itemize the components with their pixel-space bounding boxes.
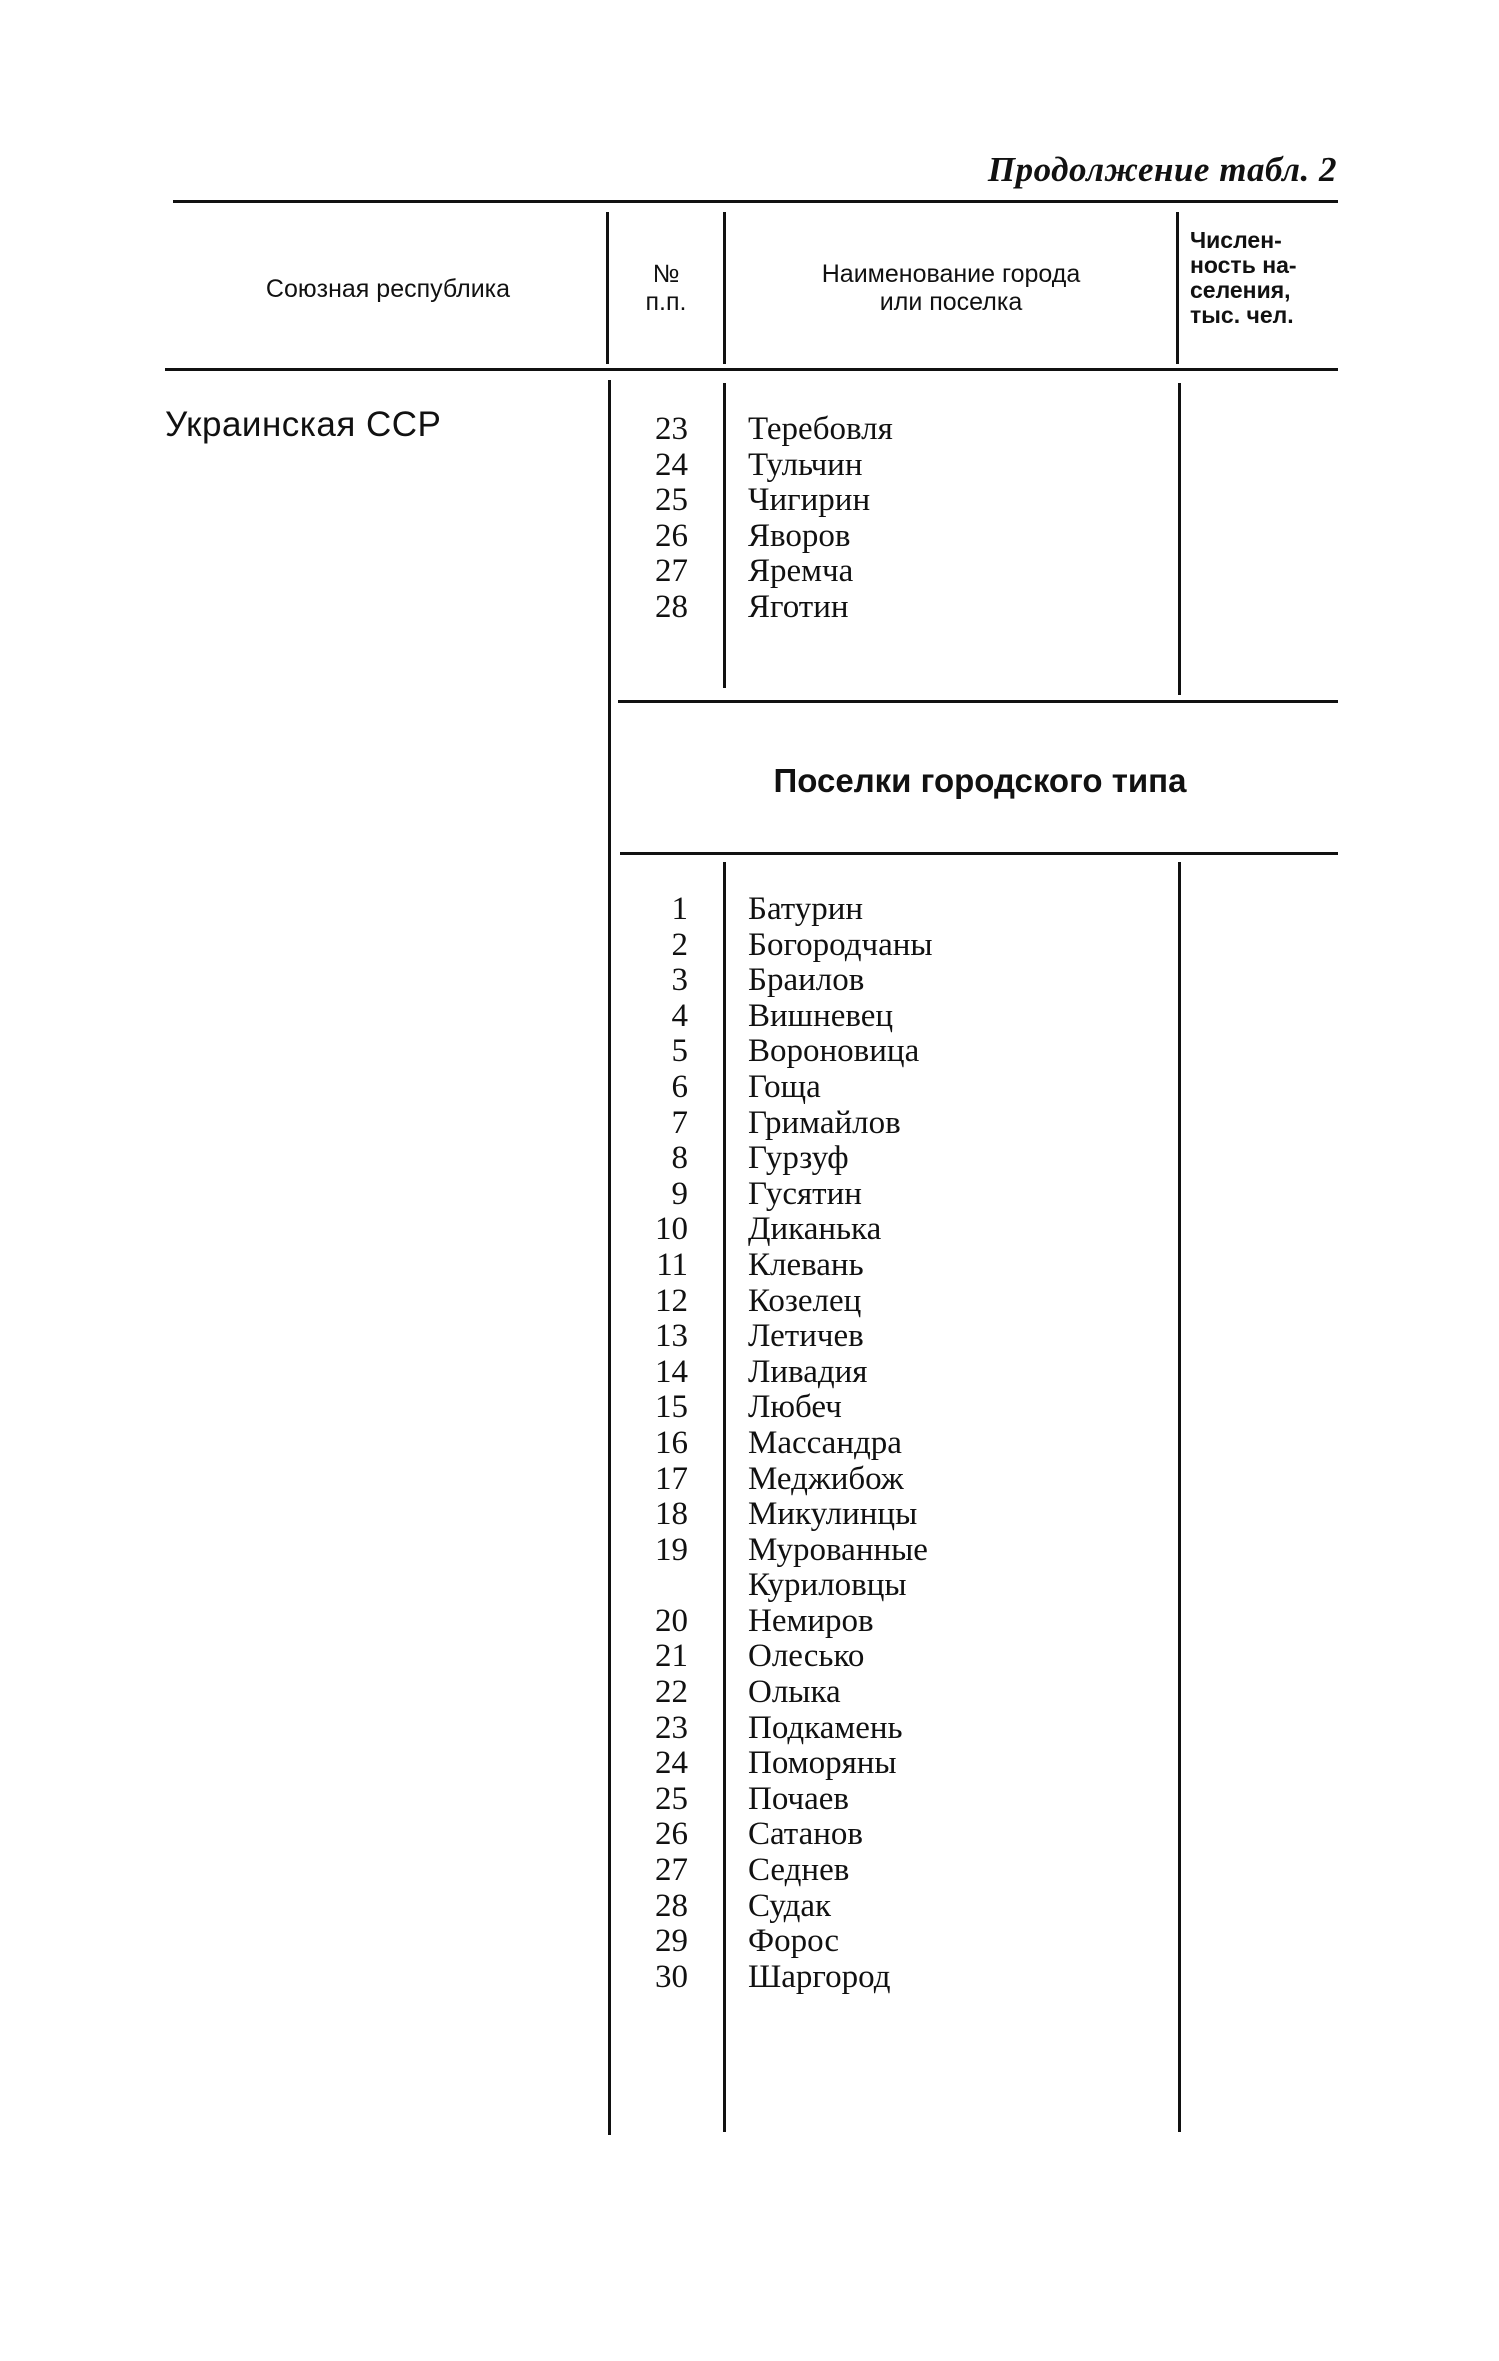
table-row-name: Мурованные	[748, 1531, 928, 1568]
table-row-number: 27	[655, 1852, 688, 1889]
table-row-name: Немиров	[748, 1602, 874, 1639]
republic-name: Украинская ССР	[165, 405, 442, 444]
table-row-name: Любеч	[748, 1389, 842, 1426]
table-row-name: Массандра	[748, 1424, 902, 1461]
table-row-number: 29	[655, 1923, 688, 1960]
table-row-number: 26	[655, 1816, 688, 1853]
table-row-number: 4	[671, 997, 688, 1034]
cities-list	[598, 412, 688, 626]
header-population: Числен- ность на- селения, тыс. чел.	[1190, 227, 1297, 328]
table-row-number: 14	[655, 1353, 688, 1390]
table-row-name: Форос	[748, 1923, 840, 1960]
table-row-name: Гоща	[748, 1068, 821, 1105]
table-row-number: 30	[655, 1958, 688, 1995]
table-row-number: 13	[655, 1318, 688, 1355]
table-row-number: 19	[655, 1531, 688, 1568]
cities-names	[748, 412, 893, 626]
table-row-name: Куриловцы	[748, 1567, 907, 1604]
table-row-number: 9	[671, 1175, 688, 1212]
table-row-name: Микулинцы	[748, 1496, 918, 1533]
table-row-number	[598, 1568, 688, 1604]
settlements-numbers	[598, 892, 688, 1995]
table-row-name: Олесько	[748, 1638, 865, 1675]
section-bottom-rule	[620, 852, 1338, 855]
table-row-name: Гусятин	[748, 1175, 862, 1212]
table-row-number: 25	[655, 1780, 688, 1817]
cities-col-rule-3	[1178, 383, 1181, 695]
settlements-col-rule-3	[1178, 862, 1181, 2132]
section-top-rule	[618, 700, 1338, 703]
table-row-number: 17	[655, 1460, 688, 1497]
table-row-number: 28	[655, 588, 688, 625]
table-row-number: 21	[655, 1638, 688, 1675]
table-row-name: Вороновица	[748, 1033, 920, 1070]
table-row-name: Поморяны	[748, 1745, 897, 1782]
table-row-number: 27	[655, 553, 688, 590]
header-col-rule-3	[1176, 212, 1179, 364]
table-row-name: Браилов	[748, 962, 865, 999]
table-row-number: 28	[655, 1887, 688, 1924]
header-republic: Союзная республика	[265, 275, 511, 303]
table-row-name: Судак	[748, 1887, 832, 1924]
table-row-number: 10	[655, 1211, 688, 1248]
table-row-name: Шаргород	[748, 1958, 891, 1995]
table-row-number: 7	[671, 1104, 688, 1141]
table-row-number: 24	[655, 1745, 688, 1782]
table-row-name: Яготин	[748, 588, 849, 625]
table-row-number: 11	[656, 1246, 688, 1283]
table-row-number: 25	[655, 482, 688, 519]
table-row-name: Батурин	[748, 891, 864, 927]
table-row-name: Богородчаны	[748, 926, 933, 963]
table-row-name: Гурзуф	[748, 1140, 849, 1177]
table-row-number: 20	[655, 1602, 688, 1639]
table-row-name: Яремча	[748, 553, 854, 590]
table-row-name: Почаев	[748, 1780, 849, 1817]
table-row-name: Олыка	[748, 1674, 841, 1711]
table-row-name: Сатанов	[748, 1816, 864, 1853]
header-bottom-rule	[165, 368, 1338, 371]
table-row-number: 1	[671, 891, 688, 927]
table-row-number: 5	[671, 1033, 688, 1070]
table-row-number: 3	[671, 962, 688, 999]
table-row-name: Ливадия	[748, 1353, 868, 1390]
table-row-number: 26	[655, 517, 688, 554]
table-row-number: 23	[655, 1709, 688, 1746]
table-row-number: 2	[671, 926, 688, 963]
table-row-name: Подкамень	[748, 1709, 903, 1746]
table-row-name: Теребовля	[748, 411, 893, 447]
table-row-number: 6	[671, 1068, 688, 1105]
table-row-number: 16	[655, 1424, 688, 1461]
table-row-number: 18	[655, 1496, 688, 1533]
settlements-col-rule-2	[723, 862, 726, 2132]
table-row-number: 12	[655, 1282, 688, 1319]
table-row-number: 22	[655, 1674, 688, 1711]
table-top-rule	[173, 200, 1338, 203]
settlements-names	[748, 892, 933, 1995]
table-row-number: 23	[655, 411, 688, 447]
table-row-number: 24	[655, 446, 688, 483]
table-row-name: Меджибож	[748, 1460, 904, 1497]
table-row-name: Вишневец	[748, 997, 894, 1034]
table-row-number: 15	[655, 1389, 688, 1426]
table-row-name: Чигирин	[748, 482, 871, 519]
table-row-name: Диканька	[748, 1211, 882, 1248]
header-name: Наименование города или поселка	[821, 260, 1081, 316]
section-title: Поселки городского типа	[773, 762, 1187, 799]
table-row-number: 8	[671, 1140, 688, 1177]
table-row-name: Клевань	[748, 1246, 864, 1283]
table-caption: Продолжение табл. 2	[987, 150, 1337, 189]
table-row-name: Летичев	[748, 1318, 864, 1355]
cities-col-rule-2	[723, 383, 726, 688]
header-number: № п.п.	[645, 260, 687, 316]
table-row-name: Тульчин	[748, 446, 863, 483]
table-row-name: Яворов	[748, 517, 851, 554]
table-row-name: Гримайлов	[748, 1104, 901, 1141]
table-row-name: Козелец	[748, 1282, 862, 1319]
table-row-name: Седнев	[748, 1852, 850, 1889]
